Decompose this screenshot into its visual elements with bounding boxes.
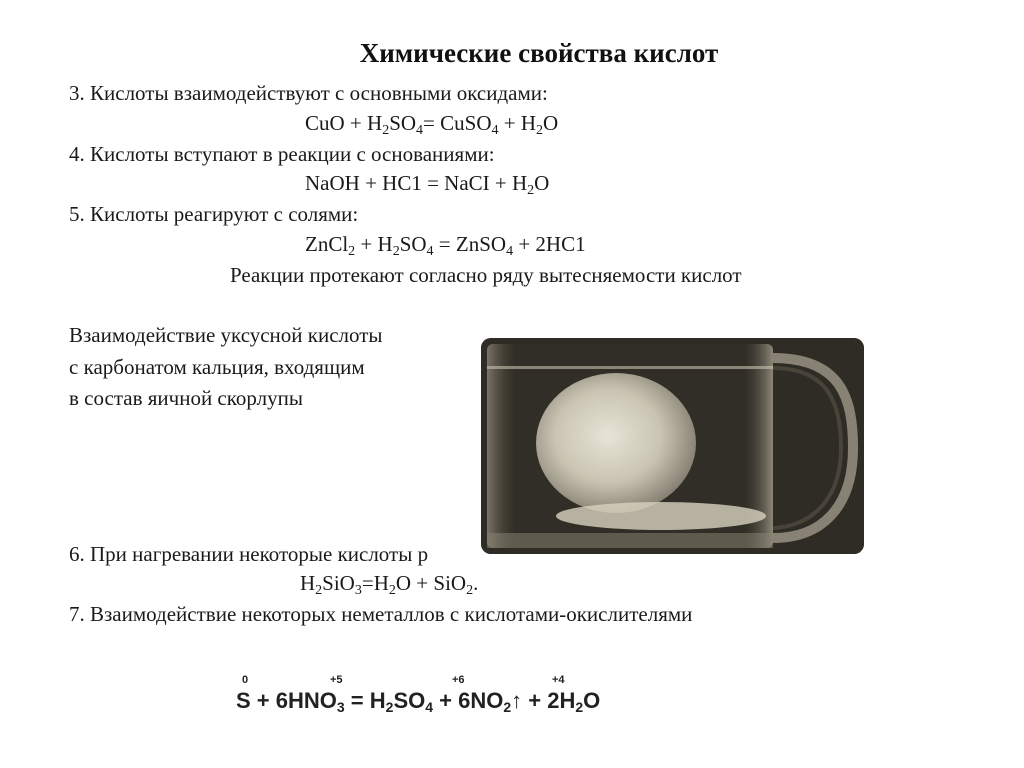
oxidation-state-s6: +6	[452, 674, 465, 686]
equation-5: ZnCl$_2$ + $H_2SO_4$ = ZnSO$_4$ + 2HC1	[305, 232, 586, 259]
item-7: 7. Взаимодействие некоторых неметаллов с кислотами-окислителями	[69, 602, 693, 626]
item-3: 3. Кислоты взаимодействуют с основными оксидами:	[69, 81, 548, 105]
equation-7: 0 +5 +6 +4 $S + 6HNO_3 = H_2SO_4$ + $6NO_2↑ + 2H_2O$	[236, 674, 601, 715]
displacement-note: Реакции протекают согласно ряду вытесняемости кислот	[230, 263, 742, 287]
item-6: 6. При нагревании некоторые кислоты р	[69, 542, 429, 566]
oxidation-state-s: 0	[242, 674, 249, 686]
oxidation-state-n: +5	[330, 674, 343, 686]
page-title: Химические свойства кислот	[359, 38, 719, 68]
vinegar-text-3: в состав яичной скорлупы	[69, 386, 303, 410]
equation-4: NaOH + HC1 = NaCI + $H_2O$	[305, 171, 550, 198]
equation-6: $H_2SiO_3=H_2O + SiO_2$.	[300, 571, 479, 598]
vinegar-text-2: с карбонатом кальция, входящим	[69, 355, 365, 379]
egg-photo-drawing	[481, 338, 864, 554]
equation-3: CuO + $H_2SO_4=$ CuSO$_4$ + $H_2O$	[305, 111, 559, 138]
item-5: 5. Кислоты реагируют с солями:	[69, 202, 359, 226]
vinegar-text-1: Взаимодействие уксусной кислоты	[69, 323, 383, 347]
oxidation-state-n4: +4	[552, 674, 565, 686]
egg-in-vinegar-photo	[481, 338, 864, 554]
item-4: 4. Кислоты вступают в реакции с основаниями:	[69, 142, 495, 166]
